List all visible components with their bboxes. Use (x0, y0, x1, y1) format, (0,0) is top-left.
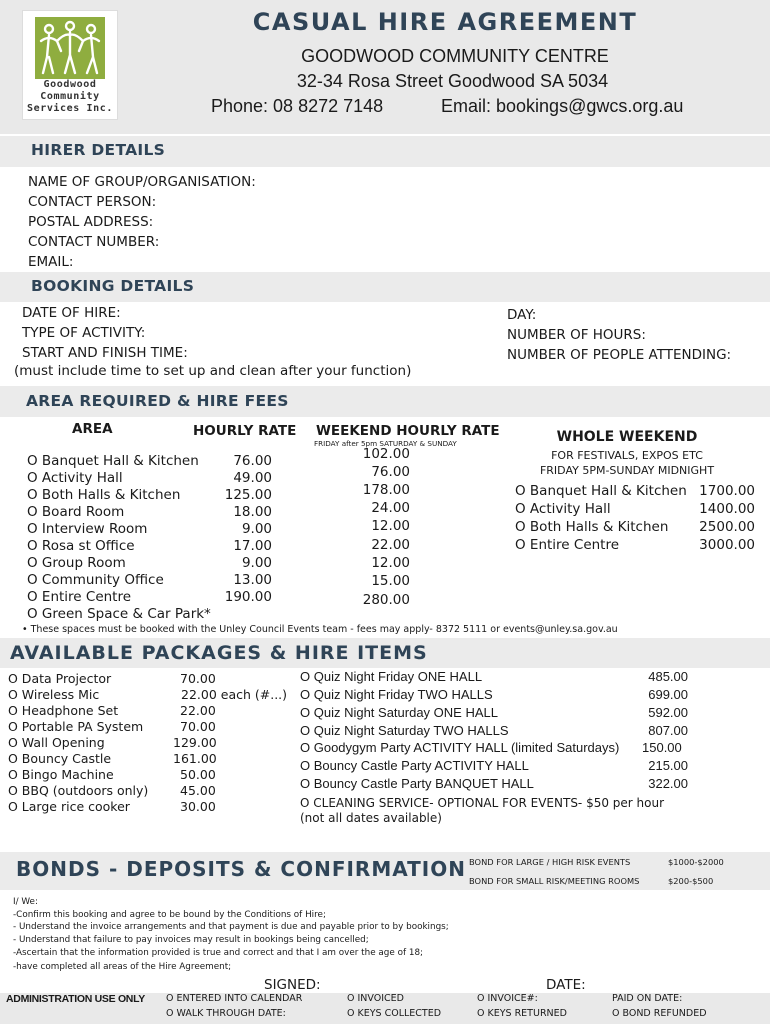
weekend-package-option[interactable]: O Banquet Hall & Kitchen (515, 483, 687, 499)
weekend-package-option[interactable]: O Entire Centre (515, 537, 620, 553)
weekend-rate: 280.00 (362, 592, 410, 608)
bond-large-value: $1000-$2000 (668, 857, 724, 867)
area-option[interactable]: O Banquet Hall & Kitchen (27, 453, 199, 469)
centre-name: GOODWOOD COMMUNITY CENTRE (301, 46, 609, 66)
admin-paid-on-date[interactable]: PAID ON DATE: (612, 993, 683, 1004)
col-weekend-header: WEEKEND HOURLY RATE (316, 423, 500, 439)
weekend-package-price: 1700.00 (699, 483, 755, 499)
whole-weekend-sub: FOR FESTIVALS, EXPOS ETC (551, 449, 703, 462)
field-date-of-hire[interactable]: DATE OF HIRE: (22, 305, 121, 321)
admin-keys-collected[interactable]: O KEYS COLLECTED (347, 1008, 442, 1019)
confirm-line: - Understand that failure to pay invoices may result in bookings being cancelled; (13, 935, 369, 945)
confirm-line: -Ascertain that the information provided is true and correct and that I am over the age of 18; (13, 948, 424, 958)
weekend-rate: 24.00 (371, 500, 410, 516)
area-option[interactable]: O Entire Centre (27, 589, 132, 605)
hire-item-price: 70.00 (180, 671, 216, 686)
field-contact-person[interactable]: CONTACT PERSON: (28, 194, 157, 210)
admin-invoiced[interactable]: O INVOICED (347, 993, 404, 1004)
hire-item-option[interactable]: O Bouncy Castle (8, 751, 112, 766)
area-option[interactable]: O Board Room (27, 504, 125, 520)
field-type-of-activity[interactable]: TYPE OF ACTIVITY: (22, 325, 146, 341)
confirm-line: I/ We: (13, 897, 38, 907)
fees-heading: AREA REQUIRED & HIRE FEES (26, 392, 289, 410)
field-email[interactable]: EMAIL: (28, 254, 74, 270)
party-package-option[interactable]: O Bouncy Castle Party BANQUET HALL (300, 776, 534, 791)
weekend-rate: 12.00 (371, 555, 410, 571)
bond-small-label: BOND FOR SMALL RISK/MEETING ROOMS (469, 876, 640, 886)
booking-details-heading: BOOKING DETAILS (31, 277, 195, 295)
hourly-rate: 13.00 (233, 572, 272, 588)
party-package-price: 485.00 (648, 669, 688, 684)
hourly-rate: 9.00 (241, 555, 272, 571)
hourly-rate: 76.00 (233, 453, 272, 469)
packages-heading: AVAILABLE PACKAGES & HIRE ITEMS (10, 642, 428, 664)
weekend-rate: 102.00 (362, 446, 410, 462)
field-day[interactable]: DAY: (507, 307, 537, 323)
centre-address: 32-34 Rosa Street Goodwood SA 5034 (296, 71, 609, 91)
party-package-option[interactable]: O Goodygym Party ACTIVITY HALL (limited Saturdays) (300, 740, 620, 755)
party-package-option[interactable]: O Quiz Night Saturday TWO HALLS (300, 723, 509, 738)
logo-line: Services Inc. (26, 103, 114, 114)
hire-item-option[interactable]: O Wall Opening (8, 735, 105, 750)
weekend-package-option[interactable]: O Both Halls & Kitchen (515, 519, 669, 535)
field-number-of-hours[interactable]: NUMBER OF HOURS: (507, 327, 646, 343)
hourly-rate: 125.00 (224, 487, 272, 503)
admin-keys-returned[interactable]: O KEYS RETURNED (477, 1008, 567, 1019)
party-package-price: 592.00 (648, 705, 688, 720)
hire-item-option[interactable]: O Large rice cooker (8, 799, 130, 814)
hire-item-option[interactable]: O Bingo Machine (8, 767, 114, 782)
confirm-line: - Understand the invoice arrangements and that payment is due and payable prior to by bookings; (13, 922, 449, 932)
document-title: CASUAL HIRE AGREEMENT (252, 8, 638, 36)
area-option[interactable]: O Both Halls & Kitchen (27, 487, 181, 503)
weekend-subheader: FRIDAY after 5pm SATURDAY & SUNDAY (314, 439, 457, 448)
hire-item-price: 22.00 (180, 703, 216, 718)
hourly-rate: 18.00 (233, 504, 272, 520)
hire-item-option[interactable]: O BBQ (outdoors only) (8, 783, 149, 798)
weekend-rate: 178.00 (362, 482, 410, 498)
centre-email: Email: bookings@gwcs.org.au (441, 96, 684, 116)
council-footnote: • These spaces must be booked with the Unley Council Events team - fees may apply- 8372 5111 or events@unley.sa.gov.au (22, 624, 618, 635)
field-postal-address[interactable]: POSTAL ADDRESS: (28, 214, 154, 230)
party-package-price: 322.00 (648, 776, 688, 791)
area-option[interactable]: O Activity Hall (27, 470, 123, 486)
weekend-package-option[interactable]: O Activity Hall (515, 501, 611, 517)
area-option[interactable]: O Interview Room (27, 521, 148, 537)
weekend-rate: 12.00 (371, 518, 410, 534)
hourly-rate: 49.00 (233, 470, 272, 486)
weekend-package-price: 3000.00 (699, 537, 755, 553)
area-option[interactable]: O Rosa st Office (27, 538, 135, 554)
date-field[interactable]: DATE: (546, 977, 586, 993)
field-group-name[interactable]: NAME OF GROUP/ORGANISATION: (28, 174, 256, 190)
hire-item-option[interactable]: O Data Projector (8, 671, 112, 686)
bonds-heading: BONDS - DEPOSITS & CONFIRMATION (16, 857, 466, 881)
signature-field[interactable]: SIGNED: (264, 977, 321, 993)
bond-small-value: $200-$500 (668, 876, 714, 886)
logo-line: Community (40, 91, 100, 102)
hire-item-price: 50.00 (180, 767, 216, 782)
col-area-header: AREA (72, 421, 113, 437)
weekend-rate: 76.00 (371, 464, 410, 480)
cleaning-service-option[interactable]: O CLEANING SERVICE- OPTIONAL FOR EVENTS- $50 per hour (300, 796, 665, 810)
hire-item-price[interactable]: 22.00 each (#...) (181, 687, 288, 702)
hire-item-price: 161.00 (173, 751, 217, 766)
hire-item-option[interactable]: O Headphone Set (8, 703, 119, 718)
party-package-option[interactable]: O Quiz Night Saturday ONE HALL (300, 705, 498, 720)
hire-item-price: 45.00 (180, 783, 216, 798)
hirer-details-heading: HIRER DETAILS (31, 141, 166, 159)
party-package-price: 807.00 (648, 723, 688, 738)
people-logo-icon (35, 17, 105, 79)
hire-item-price: 70.00 (180, 719, 216, 734)
admin-entered-calendar[interactable]: O ENTERED INTO CALENDAR (166, 993, 303, 1004)
field-contact-number[interactable]: CONTACT NUMBER: (28, 234, 160, 250)
centre-phone: Phone: 08 8272 7148 (211, 96, 384, 116)
field-people-attending[interactable]: NUMBER OF PEOPLE ATTENDING: (507, 347, 732, 363)
weekend-package-price: 1400.00 (699, 501, 755, 517)
admin-walk-through-date[interactable]: O WALK THROUGH DATE: (166, 1008, 286, 1019)
hire-item-price: 129.00 (173, 735, 217, 750)
hourly-rate: 190.00 (224, 589, 272, 605)
weekend-rate: 22.00 (371, 537, 410, 553)
time-note: (must include time to set up and clean after your function) (14, 363, 412, 379)
party-package-option[interactable]: O Quiz Night Friday TWO HALLS (300, 687, 493, 702)
hourly-rate: 17.00 (233, 538, 272, 554)
organisation-logo (22, 10, 118, 120)
admin-bond-refunded[interactable]: O BOND REFUNDED (612, 1008, 707, 1019)
cleaning-service-note: (not all dates available) (300, 811, 442, 825)
confirm-line: -have completed all areas of the Hire Agreement; (13, 962, 232, 972)
field-start-finish-time[interactable]: START AND FINISH TIME: (22, 345, 188, 361)
whole-weekend-times: FRIDAY 5PM-SUNDAY MIDNIGHT (539, 464, 715, 477)
party-package-option[interactable]: O Bouncy Castle Party ACTIVITY HALL (300, 758, 529, 773)
confirm-line: -Confirm this booking and agree to be bound by the Conditions of Hire; (13, 910, 326, 920)
bond-large-label: BOND FOR LARGE / HIGH RISK EVENTS (469, 857, 631, 867)
weekend-rate: 15.00 (371, 573, 410, 589)
party-package-price: 215.00 (648, 758, 688, 773)
area-option[interactable]: O Group Room (27, 555, 126, 571)
admin-use-label: ADMINISTRATION USE ONLY (6, 993, 145, 1005)
logo-line: Goodwood (43, 79, 97, 90)
col-hourly-header: HOURLY RATE (193, 423, 297, 439)
hire-item-option[interactable]: O Wireless Mic (8, 687, 100, 702)
party-package-option[interactable]: O Quiz Night Friday ONE HALL (300, 669, 483, 684)
area-option[interactable]: O Community Office (27, 572, 164, 588)
party-package-price: 150.00 (642, 740, 682, 755)
hire-item-option[interactable]: O Portable PA System (8, 719, 144, 734)
logo-text (23, 79, 117, 115)
whole-weekend-title: WHOLE WEEKEND (556, 429, 698, 445)
hire-item-price: 30.00 (180, 799, 216, 814)
hourly-rate: 9.00 (241, 521, 272, 537)
admin-invoice-number[interactable]: O INVOICE#: (477, 993, 538, 1004)
weekend-package-price: 2500.00 (699, 519, 755, 535)
party-package-price: 699.00 (648, 687, 688, 702)
area-option[interactable]: O Green Space & Car Park* (27, 606, 211, 622)
